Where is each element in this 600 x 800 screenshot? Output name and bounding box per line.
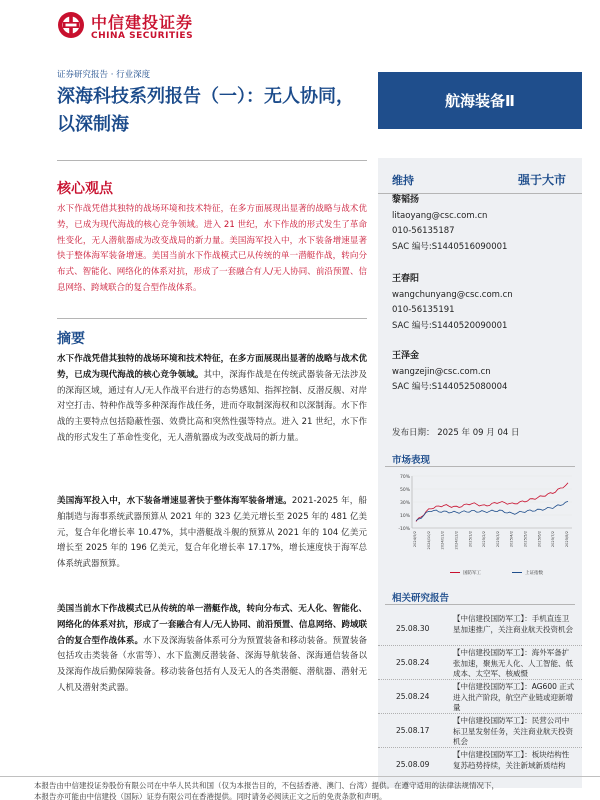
summary-lead: 美国海军投入中，水下装备增速显著快于整体海军装备增速。 — [57, 496, 292, 506]
report-date: 25.08.24 — [396, 658, 430, 667]
analyst-name: 王春阳 — [392, 274, 420, 284]
legend-label: 国防军工 — [463, 571, 481, 576]
report-date: 25.08.09 — [396, 760, 430, 769]
analyst-card — [392, 349, 577, 396]
x-tick-label: 2024/11/2 — [440, 531, 445, 550]
report-date: 25.08.17 — [396, 726, 430, 735]
report-title: 【中信建投国防军工】：手机直连卫星加速推广，关注商业航天投资机会 — [453, 614, 573, 634]
x-tick-label: 2025/3/2 — [495, 531, 500, 548]
x-tick-label: 2024/10/2 — [426, 531, 431, 550]
core-views-text: 水下作战凭借其独特的战场环境和技术特征，在多方面展现出显著的战略与战术优势，已成为现代海战的核心竞争领域。进入 21 世纪，水下作战的形式发生了革命性变化，无人潜航器成为改变战局的新力量。美国海军投入中，水下装备增速显著快于整体海军装备增速。美国当前水下作战模式已从传统的单一潜艇作战，转向分布式、智能化、网络化的体系对抗，形成了一套融合有人/无人协同、前沿预置、信息网络、跨域联合的复合型作战体系。 — [57, 204, 367, 293]
analyst-phone: 010-56135191 — [392, 305, 455, 315]
summary-lead: 水下作战凭借其独特的战场环境和技术特征，在多方面展现出显著的战略与战术优势，已成为现代海战的核心竞争领域。 — [57, 354, 367, 380]
list-item[interactable] — [378, 646, 582, 680]
summary-paragraph-1 — [57, 352, 367, 447]
report-date: 25.08.24 — [396, 692, 430, 701]
publish-date: 发布日期： 2025 年 09 月 04 日 — [392, 428, 520, 438]
analyst-name: 王泽金 — [392, 351, 420, 361]
industry-label: 航海装备Ⅱ — [378, 72, 582, 129]
core-views-body — [57, 202, 367, 297]
core-views-section — [57, 178, 367, 198]
company-name-cn: 中信建投证券 — [91, 13, 194, 32]
y-tick-label: 10% — [399, 514, 410, 519]
summary-paragraph-3 — [57, 602, 367, 697]
report-title: 【中信建投国防军工】：板块结构性复苏趋势持续，关注新域新质结构 — [453, 750, 570, 770]
report-title: 【中信建投国防军工】：海外军备扩张加速，聚焦无人化、人工智能、低成本、太空军、核威慑 — [453, 648, 573, 678]
breadcrumb: 证券研究报告 · 行业深度 — [57, 70, 151, 80]
related-section-title: 相关研究报告 — [392, 593, 450, 604]
summary-section — [57, 328, 367, 348]
rating-label: 维持 — [392, 174, 414, 187]
footer-disclaimer — [0, 776, 600, 800]
analyst-email: wangchunyang@csc.com.cn — [392, 289, 513, 300]
x-tick-label: 2025/2/2 — [482, 531, 487, 548]
title-block — [57, 83, 367, 153]
summary-text: 其中，深海作战是在传统武器装备无法涉及的深海区域，通过有人/无人作战平台进行的态势感知、指挥控制、反潜反舰、对岸对空打击、特种作战等多种深海作战任务，进而夺取制深海权和以深制海。水下作战的主要特点包括隐蔽性强、效费比高和突然性强等特点。进入 21 世纪，水下作战的形式发生了革命性变化，无人潜航器成为改变战局的新力量。 — [57, 369, 367, 443]
analyst-card — [392, 272, 577, 334]
market-section-title: 市场表现 — [392, 455, 431, 466]
series-line — [416, 501, 568, 520]
summary-paragraph-2 — [57, 494, 367, 573]
y-tick-label: 30% — [399, 501, 410, 506]
page-title: 深海科技系列报告（一）：无人协同，以深制海 — [57, 86, 354, 135]
list-item[interactable] — [378, 714, 582, 748]
y-tick-label: -10% — [398, 527, 410, 532]
analyst-phone: 010-56135187 — [392, 226, 455, 236]
analyst-name: 黎韬扬 — [392, 195, 420, 205]
divider — [57, 318, 367, 319]
x-tick-label: 2025/7/2 — [551, 531, 556, 548]
list-item[interactable] — [378, 612, 582, 646]
core-views-heading: 核心观点 — [57, 181, 113, 197]
disclaimer-line: 本报告由中信建投证券股份有限公司在中华人民共和国（仅为本报告目的，不包括香港、澳门、台湾）提供。在遵守适用的法律法规情况下， — [34, 781, 499, 790]
analyst-sac: SAC 编号:S1440525080004 — [392, 382, 508, 392]
report-header — [0, 0, 600, 62]
x-tick-label: 2025/5/2 — [523, 531, 528, 548]
rating-value: 强于大市 — [517, 173, 566, 187]
rating-row — [378, 165, 582, 191]
x-tick-label: 2025/8/2 — [565, 531, 569, 548]
company-name-en: CHINA SECURITIES — [91, 31, 194, 41]
summary-lead: 美国当前水下作战模式已从传统的单一潜艇作战，转向分布式、无人化、智能化、网络化的体系对抗，形成了一套融合有人/无人协同、前沿预置、信息网络、跨域联合的复合型作战体系。 — [57, 604, 367, 646]
x-tick-label: 2024/9/2 — [413, 531, 417, 548]
report-date: 25.08.30 — [396, 624, 430, 633]
disclaimer-text — [34, 780, 499, 800]
list-item[interactable] — [378, 748, 582, 774]
analyst-card — [392, 193, 577, 255]
analyst-sac: SAC 编号:S1440516090001 — [392, 241, 508, 252]
legend-label: 上证指数 — [525, 571, 543, 576]
analyst-email: wangzejin@csc.com.cn — [392, 366, 491, 377]
report-title: 【中信建投国防军工】：民营公司中标卫星发射任务，关注商业航天投资机会 — [453, 716, 573, 746]
y-tick-label: 70% — [399, 475, 410, 480]
company-logo-icon — [57, 11, 85, 39]
report-title: 【中信建投国防军工】：AG600 正式进入批产阶段，航空产业链或迎新增量 — [453, 682, 575, 712]
analyst-email: litaoyang@csc.com.cn — [392, 210, 488, 221]
list-item[interactable] — [378, 680, 582, 714]
summary-heading: 摘要 — [57, 331, 85, 347]
y-tick-label: 50% — [399, 488, 410, 493]
analyst-sac: SAC 编号:S1440520090001 — [392, 320, 508, 331]
divider — [385, 604, 575, 605]
disclaimer-line: 本报告亦可能由中信建投（国际）证券有限公司在香港提供。同时请务必阅读正文之后的免责条款和声明。 — [34, 792, 387, 800]
x-tick-label: 2025/1/2 — [468, 531, 473, 548]
x-tick-label: 2024/12/2 — [454, 531, 459, 550]
summary-text: 水下及深海装备体系可分为预置装备和移动装备。预置装备包括攻击类装备（水雷等）、水下监测反潜装备、深海导航装备、深海通信装备以及深海作战后勤保障装备。移动装备包括有人及无人的各类潜艇、潜航器、潜射无人机及潜射类武器。 — [57, 635, 367, 693]
x-tick-label: 2025/6/2 — [537, 531, 542, 548]
divider — [57, 160, 367, 161]
divider — [385, 466, 575, 467]
summary-text: 2021-2025 年，船舶制造与海事系统武器预算从 2021 年的 323 亿美元增长至 2025 年的 481 亿美元，复合年化增长率 10.47%，其中潜艇战斗舰的预算从 2021 年的 104 亿美元增长至 2025 年的 196 亿美元，复合年化增长率 17.17%，增长速度快于海军总体系统武器预算。 — [57, 496, 367, 570]
x-tick-label: 2025/4/2 — [509, 531, 514, 548]
market-chart — [392, 470, 577, 580]
